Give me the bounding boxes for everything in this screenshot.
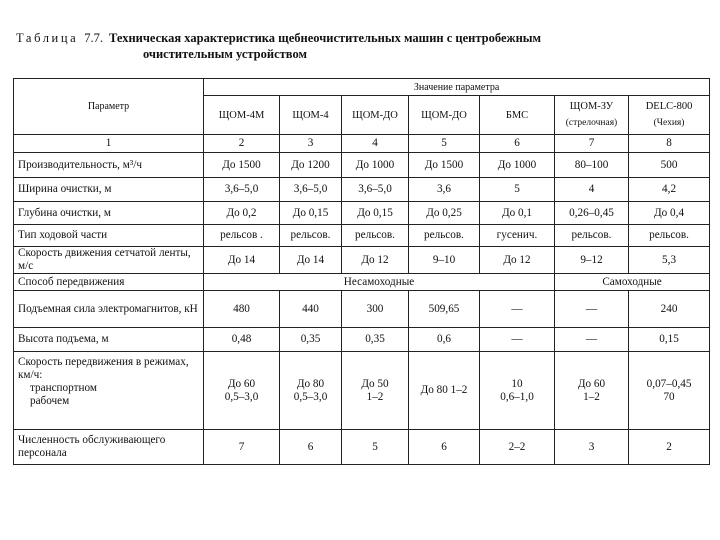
value-cell: рельсов.	[629, 225, 710, 247]
value-cell	[480, 352, 555, 430]
row-travel-speed	[14, 352, 710, 430]
value-cell: До 0,25	[409, 202, 480, 225]
speed-transport: До 50	[361, 377, 389, 390]
value-cell: До 1500	[409, 153, 480, 178]
value-cell: 3,6–5,0	[280, 178, 342, 202]
machine-subtitle: (Чехия)	[653, 118, 685, 128]
value-cell: 5	[342, 430, 409, 465]
value-cell	[409, 352, 480, 430]
value-cell: 3,6–5,0	[342, 178, 409, 202]
value-cell: 3,6–5,0	[204, 178, 280, 202]
row-productivity	[14, 153, 710, 178]
value-cell: рельсов .	[204, 225, 280, 247]
machine-name	[629, 96, 710, 135]
machine-name	[342, 96, 409, 135]
param-label: Глубина очистки, м	[14, 202, 204, 225]
machine-name	[480, 96, 555, 135]
machine-subtitle: (стрелочная)	[565, 118, 618, 128]
machine-name-text: БМС	[505, 109, 529, 121]
param-label: Подъемная сила электромагнитов, кН	[14, 291, 204, 328]
value-cell: 0,15	[629, 328, 710, 352]
speed-transport: До 60	[577, 377, 606, 390]
row-sieve-speed	[14, 247, 710, 274]
value-cell: До 0,1	[480, 202, 555, 225]
caption-title-line2: очистительным устройством	[143, 47, 307, 61]
speed-work: 1–2	[366, 390, 384, 403]
machine-name-text: ЩОМ-4	[292, 109, 329, 121]
param-header: Параметр	[14, 79, 204, 135]
value-cell: До 1000	[480, 153, 555, 178]
value-cell: 240	[629, 291, 710, 328]
value-cell: 0,35	[280, 328, 342, 352]
machine-name	[204, 96, 280, 135]
value-cell: 480	[204, 291, 280, 328]
speed-transport: 10	[511, 377, 523, 390]
param-label: Ширина очистки, м	[14, 178, 204, 202]
speed-work: 0,5–3,0	[224, 390, 259, 403]
row-staff	[14, 430, 710, 465]
value-cell: 500	[629, 153, 710, 178]
value-cell: —	[555, 328, 629, 352]
value-cell: 6	[409, 430, 480, 465]
row-lift-height	[14, 328, 710, 352]
column-number: 2	[204, 135, 280, 153]
param-label: Способ передвижения	[14, 274, 204, 291]
value-cell: До 0,15	[342, 202, 409, 225]
value-cell: 7	[204, 430, 280, 465]
speed-work: 0,6–1,0	[500, 390, 534, 403]
column-numbers-row	[14, 135, 710, 153]
param-label: Производительность, м³/ч	[14, 153, 204, 178]
value-cell: 2–2	[480, 430, 555, 465]
value-cell: ––	[480, 291, 555, 328]
table-caption	[16, 30, 716, 62]
column-number: 1	[14, 135, 204, 153]
speed-work: 70	[663, 390, 675, 403]
caption-title-line1: Техническая характеристика щебнеочистительных машин с центробежным	[109, 31, 542, 45]
value-cell: До 1000	[342, 153, 409, 178]
value-cell: До 0,4	[629, 202, 710, 225]
speed-label-transport: транспортном	[30, 382, 97, 394]
value-cell: До 1200	[280, 153, 342, 178]
movement-self-propelled: Самоходные	[555, 274, 710, 291]
value-header: Значение параметра	[204, 79, 710, 96]
row-width	[14, 178, 710, 202]
row-movement-type	[14, 274, 710, 291]
speed-work: 1–2	[583, 390, 600, 403]
row-depth	[14, 202, 710, 225]
value-cell: 440	[280, 291, 342, 328]
speed-transport: До 80 1–2	[420, 384, 468, 396]
value-cell: 0,6	[409, 328, 480, 352]
value-cell	[342, 352, 409, 430]
speed-transport: 0,07–0,45	[646, 377, 692, 390]
value-cell	[204, 352, 280, 430]
value-cell: 0,48	[204, 328, 280, 352]
value-cell: До 12	[342, 247, 409, 274]
value-cell: 0,35	[342, 328, 409, 352]
column-number: 4	[342, 135, 409, 153]
value-cell: 9–12	[555, 247, 629, 274]
value-cell: До 0,15	[280, 202, 342, 225]
value-cell: 4	[555, 178, 629, 202]
value-cell: гусенич.	[480, 225, 555, 247]
column-number: 6	[480, 135, 555, 153]
speed-work: 0,5–3,0	[293, 390, 328, 403]
column-number: 3	[280, 135, 342, 153]
machine-name	[409, 96, 480, 135]
caption-number: 7.7.	[84, 31, 104, 45]
machine-name-text: DELC-800	[645, 101, 693, 112]
value-cell: До 12	[480, 247, 555, 274]
value-cell: 5,3	[629, 247, 710, 274]
machine-name	[280, 96, 342, 135]
value-cell: До 14	[280, 247, 342, 274]
caption-label: Таблица	[16, 31, 79, 45]
value-cell: 80–100	[555, 153, 629, 178]
column-number: 7	[555, 135, 629, 153]
param-label	[14, 352, 204, 430]
param-label: Численность обслуживающего персонала	[14, 430, 204, 465]
value-cell: До 1500	[204, 153, 280, 178]
value-cell: До 0,2	[204, 202, 280, 225]
value-cell: 509,65	[409, 291, 480, 328]
value-cell	[555, 352, 629, 430]
value-cell: рельсов.	[409, 225, 480, 247]
value-cell: 9–10	[409, 247, 480, 274]
row-magnet-force	[14, 291, 710, 328]
machine-name-text: ЩОМ-ДО	[421, 109, 467, 121]
column-number: 5	[409, 135, 480, 153]
value-cell: рельсов.	[280, 225, 342, 247]
spec-table	[13, 78, 710, 465]
speed-label: Скорость передвижения в режимах, км/ч:	[18, 356, 189, 381]
machine-name-text: ЩОМ-ЗУ	[569, 101, 614, 112]
speed-transport: До 60	[227, 377, 256, 390]
row-running-gear	[14, 225, 710, 247]
column-number: 8	[629, 135, 710, 153]
value-cell: 0,26–0,45	[555, 202, 629, 225]
value-cell: 6	[280, 430, 342, 465]
speed-transport: До 80	[296, 377, 325, 390]
value-cell: 3	[555, 430, 629, 465]
value-cell: —	[480, 328, 555, 352]
value-cell: 300	[342, 291, 409, 328]
header-row-value	[14, 79, 710, 96]
param-label: Скорость движения сетчатой ленты, м/с	[14, 247, 204, 274]
value-cell: рельсов.	[342, 225, 409, 247]
value-cell: 3,6	[409, 178, 480, 202]
value-cell: 4,2	[629, 178, 710, 202]
value-cell	[629, 352, 710, 430]
machine-name-text: ЩОМ-ДО	[352, 109, 398, 121]
param-label: Высота подъема, м	[14, 328, 204, 352]
value-cell: —	[555, 291, 629, 328]
value-cell: До 14	[204, 247, 280, 274]
caption-line-1	[16, 30, 716, 46]
machine-name-text: ЩОМ-4М	[218, 109, 265, 121]
param-label: Тип ходовой части	[14, 225, 204, 247]
movement-non-self-propelled: Несамоходные	[204, 274, 555, 291]
value-cell	[280, 352, 342, 430]
machine-name	[555, 96, 629, 135]
speed-label-work: рабочем	[30, 395, 70, 407]
value-cell: 2	[629, 430, 710, 465]
value-cell: рельсов.	[555, 225, 629, 247]
value-cell: 5	[480, 178, 555, 202]
